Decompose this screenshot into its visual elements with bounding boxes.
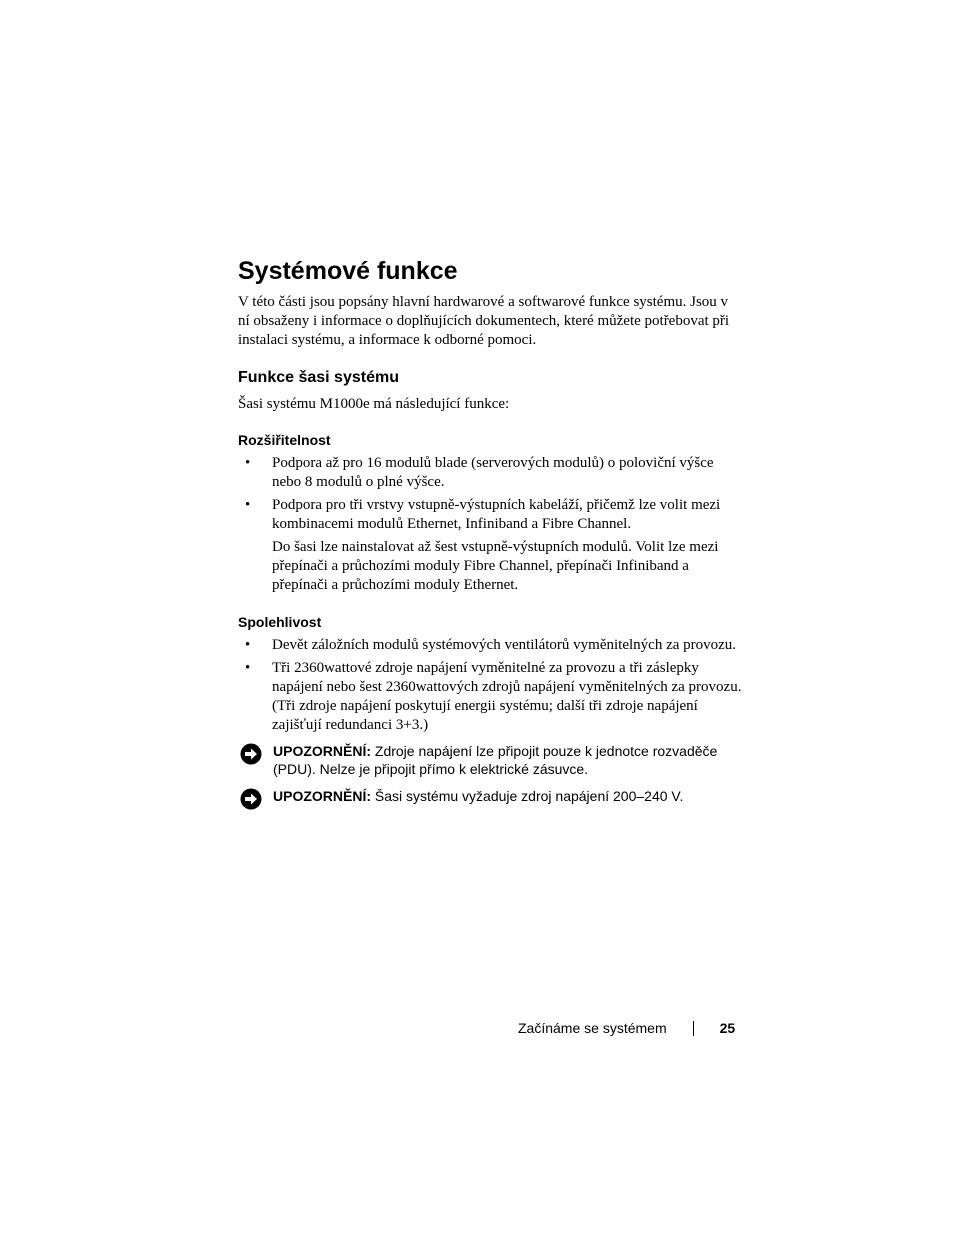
- bullet-symbol: •: [245, 637, 251, 653]
- arrow-circle-icon: [240, 743, 262, 765]
- notice-text: Šasi systému vyžaduje zdroj napájení 200–240 V.: [371, 788, 684, 804]
- list-item-text: Tři 2360wattové zdroje napájení vyměnitelné za provozu a tři záslepky napájení nebo šest 2360wattových zdrojů napájení vyměnitelných za provozu. (Tři zdroje napájení poskytují energii systému; další tři zdroje napájení zajišťují redundanci 3+3.): [272, 660, 742, 733]
- notice-label: UPOZORNĚNÍ:: [273, 788, 371, 804]
- list-item-note: Do šasi lze nainstalovat až šest vstupně-výstupních modulů. Volit lze mezi přepínači a průchozími moduly Fibre Channel, přepínači Infiniband a přepínači a průchozími moduly Ethernet.: [272, 539, 719, 593]
- notice-label: UPOZORNĚNÍ:: [273, 743, 371, 759]
- list-item-text: Devět záložních modulů systémových ventilátorů vyměnitelných za provozu.: [272, 637, 737, 653]
- subsection-title-expandability: Rozšiřitelnost: [238, 432, 331, 448]
- notice: [240, 787, 740, 805]
- bullet-symbol: •: [245, 455, 251, 471]
- page-footer: [518, 1019, 735, 1037]
- page-title: Systémové funkce: [238, 257, 458, 285]
- intro-paragraph: V této části jsou popsány hlavní hardwarové a softwarové funkce systému. Jsou v ní obsaženy i informace o doplňujících dokumentech, které můžete potřebovat při instalaci systému, a informace k odborné pomoci.: [238, 294, 730, 348]
- list-item: [245, 636, 745, 655]
- section-title: Funkce šasi systému: [238, 369, 399, 386]
- footer-separator: [693, 1021, 694, 1036]
- section-intro: Šasi systému M1000e má následující funkce:: [238, 396, 510, 412]
- list-item: [245, 659, 745, 735]
- list-item: [245, 454, 745, 492]
- notice: [240, 742, 740, 778]
- subsection-title-reliability: Spolehlivost: [238, 614, 322, 630]
- notice-text: Zdroje napájení lze připojit pouze k jednotce rozvaděče (PDU). Nelze je připojit přímo k elektrické zásuvce.: [273, 743, 718, 777]
- list-item-text: Podpora až pro 16 modulů blade (serverových modulů) o poloviční výšce nebo 8 modulů o plné výšce.: [272, 455, 714, 490]
- arrow-circle-icon: [240, 788, 262, 810]
- page-number: 25: [719, 1020, 736, 1036]
- footer-chapter: Začínáme se systémem: [518, 1020, 667, 1036]
- list-item-text: Podpora pro tři vrstvy vstupně-výstupních kabeláží, přičemž lze volit mezi kombinacemi modulů Ethernet, Infiniband a Fibre Channel.: [272, 497, 721, 532]
- bullet-symbol: •: [245, 497, 251, 513]
- list-item: [245, 496, 745, 534]
- bullet-symbol: •: [245, 660, 251, 676]
